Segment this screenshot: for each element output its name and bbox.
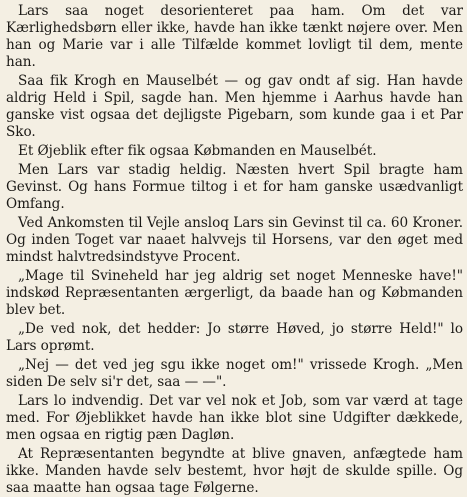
paragraph-1: Lars saa noget desorienteret paa ham. Om det var Kærlighedsbørn eller ikke, havde han ikke tænkt nøjere over. Men han og Marie var i alle Tilfælde kommet lovligt til dem, mente han.	[6, 3, 463, 70]
paragraph-8: „Nej — det ved jeg sgu ikke noget om!" vrissede Krogh. „Men siden De selv si'r det, saa — —".	[6, 357, 463, 390]
paragraph-6: „Mage til Svineheld har jeg aldrig set noget Menneske have!" indskød Repræsentanten ærgerligt, da baade han og Købmanden blev bet.	[6, 268, 463, 318]
paragraph-5: Ved Ankomsten til Vejle ansloq Lars sin Gevinst til ca. 60 Kroner. Og inden Toget var naaet halvvejs til Horsens, var den øget med mindst halvtredsindstyve Procent.	[6, 215, 463, 265]
paragraph-9: Lars lo indvendig. Det var vel nok et Job, som var værd at tage med. For Øjeblikket havde han ikke blot sine Udgifter dækkede, men ogsaa en rigtig pæn Dagløn.	[6, 393, 463, 443]
paragraph-2: Saa fik Krogh en Mauselbét — og gav ondt af sig. Han havde aldrig Held i Spil, sagde han. Men hjemme i Aarhus havde han ganske vist ogsaa det dejligste Pigebarn, som kunde gaa i et Par Sko.	[6, 73, 463, 140]
paragraph-4: Men Lars var stadig heldig. Næsten hvert Spil bragte ham Gevinst. Og hans Formue tiltog i et for ham ganske usædvanligt Omfang.	[6, 162, 463, 212]
paragraph-10: At Repræsentanten begyndte at blive gnaven, anfægtede ham ikke. Manden havde selv bestemt, hvor højt de skulde spille. Og saa maatte han ogsaa tage Følgerne.	[6, 446, 463, 496]
paragraph-3: Et Øjeblik efter fik ogsaa Købmanden en Mauselbét.	[18, 143, 377, 159]
paragraph-7: „De ved nok, det hedder: Jo større Høved, jo større Held!" lo Lars oprømt.	[6, 321, 463, 354]
